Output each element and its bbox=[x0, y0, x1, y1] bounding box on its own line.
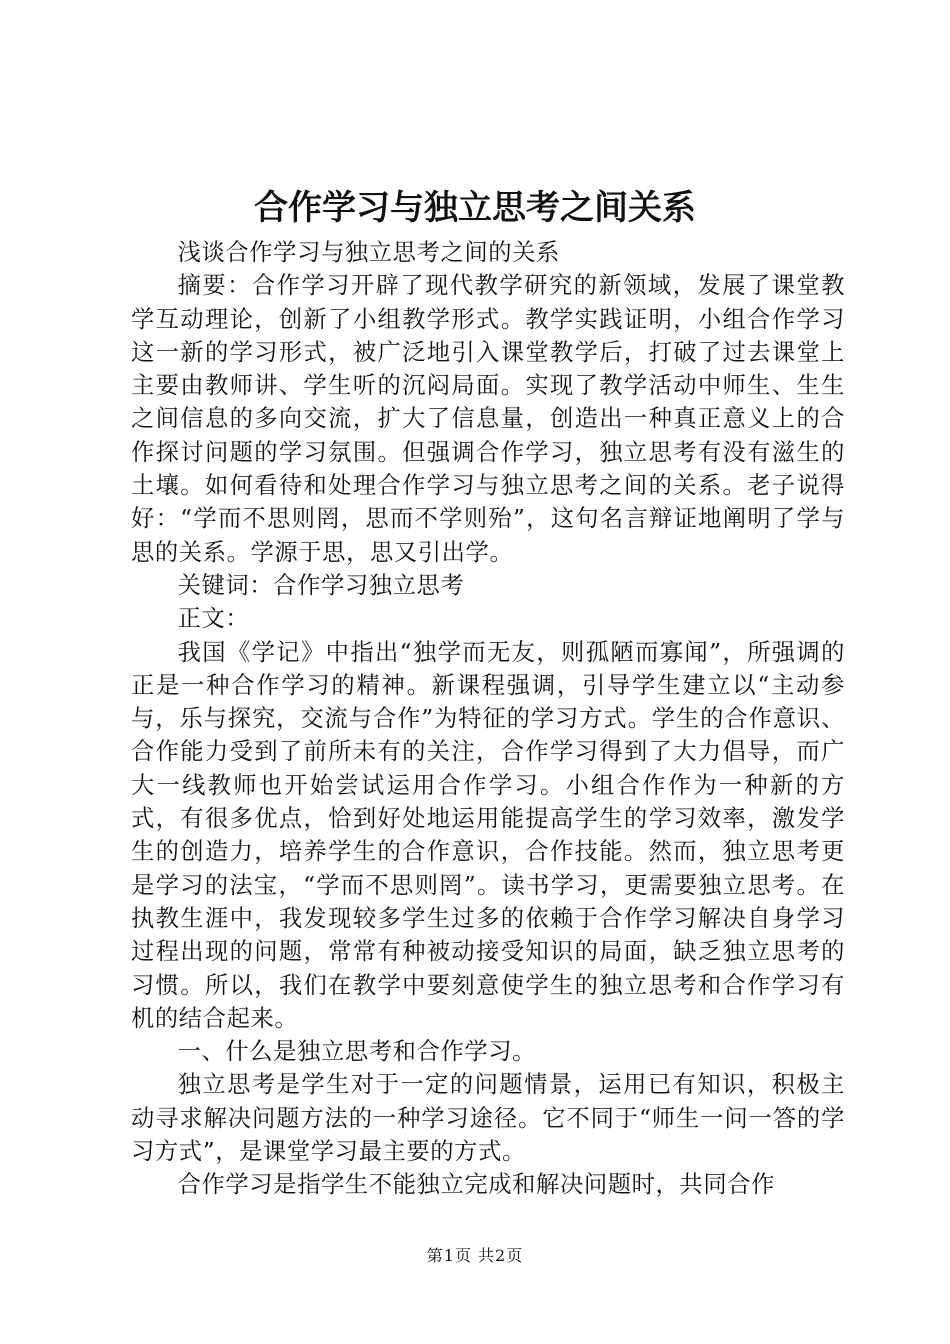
abstract-paragraph: 摘要：合作学习开辟了现代教学研究的新领域，发展了课堂教学互动理论，创新了小组教学形式。教学实践证明，小组合作学习这一新的学习形式，被广泛地引入课堂教学后，打破了过去课堂上主要由教师讲、学生听的沉闷局面。实现了教学活动中师生、生生之间信息的多向交流，扩大了信息量，创造出一种真正意义上的合作探讨问题的学习氛围。但强调合作学习，独立思考有没有滋生的土壤。如何看待和处理合作学习与独立思考之间的关系。老子说得好：“学而不思则罔，思而不学则殆”，这句名言辩证地阐明了学与思的关系。学源于思，思又引出学。 bbox=[131, 272, 845, 566]
body-paragraph: 我国《学记》中指出“独学而无友，则孤陋而寡闻”，所强调的正是一种合作学习的精神。新课程强调，引导学生建立以“主动参与，乐与探究，交流与合作”为特征的学习方式。学生的合作意识、合作能力受到了前所未有的关注，合作学习得到了大力倡导，而广大一线教师也开始尝试运用合作学习。小组合作作为一种新的方式，有很多优点，恰到好处地运用能提高学生的学习效率，激发学生的创造力，培养学生的合作意识，合作技能。然而，独立思考更是学习的法宝，“学而不思则罔”。读书学习，更需要独立思考。在执教生涯中，我发现较多学生过多的依赖于合作学习解决自身学习过程出现的问题，常常有种被动接受知识的局面，缺乏独立思考的习惯。所以，我们在教学中要刻意使学生的独立思考和合作学习有机的结合起来。 bbox=[131, 638, 845, 1032]
subtitle-paragraph: 浅谈合作学习与独立思考之间的关系 bbox=[177, 239, 560, 266]
body-paragraph: 合作学习是指学生不能独立完成和解决问题时，共同合作 bbox=[177, 1171, 776, 1199]
document-title: 合作学习与独立思考之间关系 bbox=[254, 188, 696, 228]
section-heading: 一、什么是独立思考和合作学习。 bbox=[177, 1038, 537, 1066]
body-paragraph: 独立思考是学生对于一定的问题情景，运用已有知识，积极主动寻求解决问题方法的一种学习途径。它不同于“师生一问一答的学习方式”，是课堂学习最主要的方式。 bbox=[131, 1071, 845, 1166]
page-number-footer: 第1页 共2页 bbox=[426, 1246, 524, 1265]
document-body bbox=[131, 236, 845, 1202]
keywords-paragraph: 关键词：合作学习独立思考 bbox=[177, 571, 465, 599]
main-text-label: 正文： bbox=[177, 605, 250, 633]
